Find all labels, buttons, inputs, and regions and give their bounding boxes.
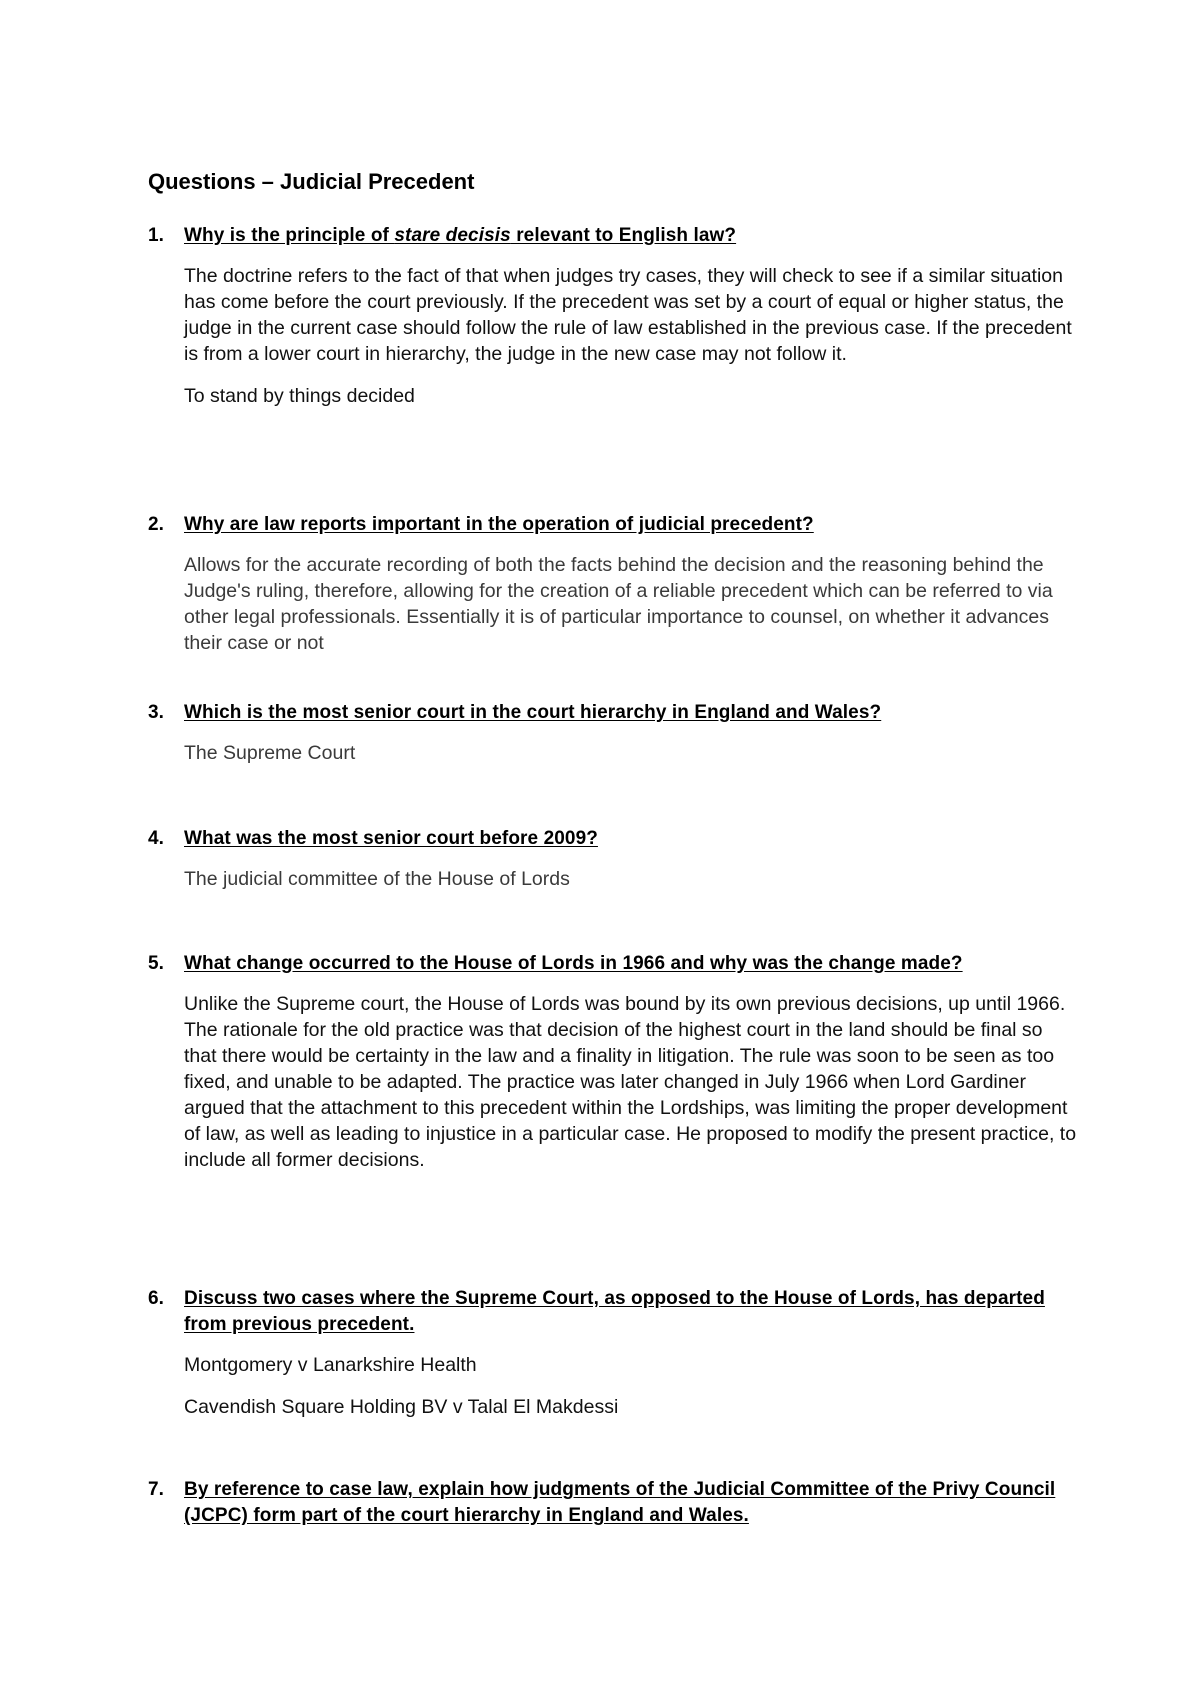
answer-paragraph: Cavendish Square Holding BV v Talal El Makdessi: [184, 1396, 619, 1418]
question-heading: [148, 951, 1078, 977]
question-number: 2.: [148, 514, 165, 535]
answer-block: [148, 552, 1078, 656]
question-5: [148, 951, 1078, 1173]
answer-paragraph: The judicial committee of the House of Lords: [184, 868, 570, 890]
page-title: Questions – Judicial Precedent: [148, 169, 475, 194]
question-text: What was the most senior court before 2009?: [184, 828, 598, 849]
question-text: By reference to case law, explain how judgments of the Judicial Committee of the Privy Council (JCPC) form part of the court hierarchy in England and Wales.: [184, 1479, 1056, 1526]
question-text: Why are law reports important in the operation of judicial precedent?: [184, 514, 814, 535]
answer-block: [148, 991, 1078, 1173]
question-number: 1.: [148, 225, 165, 246]
question-heading: [148, 826, 1078, 852]
answer-paragraph: The doctrine refers to the fact of that when judges try cases, they will check to see if a similar situation has come before the court previously. If the precedent was set by a court of equal or higher status, the judge in the current case should follow the rule of law established in the previous case. If the precedent is from a lower court in hierarchy, the judge in the new case may not follow it.: [184, 265, 1072, 365]
answer-block: [148, 866, 1078, 892]
question-heading: [148, 512, 1078, 538]
question-2: [148, 512, 1078, 656]
question-text: Discuss two cases where the Supreme Court, as opposed to the House of Lords, has departed from previous precedent.: [184, 1288, 1045, 1335]
question-number: 6.: [148, 1288, 165, 1309]
question-1: [148, 223, 1078, 409]
question-text: [184, 225, 736, 246]
question-number: 4.: [148, 828, 165, 849]
question-4: [148, 826, 1078, 892]
question-number: 3.: [148, 702, 165, 723]
question-text-part: relevant to English law?: [510, 225, 737, 246]
question-number: 5.: [148, 953, 165, 974]
question-text: Which is the most senior court in the court hierarchy in England and Wales?: [184, 702, 882, 723]
question-number: 7.: [148, 1479, 165, 1500]
answer-paragraph: Montgomery v Lanarkshire Health: [184, 1354, 477, 1376]
answer-paragraph: To stand by things decided: [184, 385, 415, 407]
question-emphasis: stare decisis: [394, 225, 511, 246]
question-heading: [148, 223, 1078, 249]
question-heading: [148, 1477, 1078, 1529]
question-text: What change occurred to the House of Lords in 1966 and why was the change made?: [184, 953, 963, 974]
question-heading: [148, 1286, 1078, 1338]
answer-block: [148, 263, 1078, 409]
answer-paragraph: The Supreme Court: [184, 742, 356, 764]
answer-block: [148, 1352, 1078, 1420]
question-6: [148, 1286, 1078, 1420]
question-3: [148, 700, 1078, 766]
question-7: [148, 1477, 1078, 1529]
answer-paragraph: Unlike the Supreme court, the House of Lords was bound by its own previous decisions, up until 1966. The rationale for the old practice was that decision of the highest court in the land should be final so that there would be certainty in the law and a finality in litigation. The rule was soon to be seen as too fixed, and unable to be adapted. The practice was later changed in July 1966 when Lord Gardiner argued that the attachment to this precedent within the Lordships, was limiting the proper development of law, as well as leading to injustice in a particular case. He proposed to modify the present practice, to include all former decisions.: [184, 993, 1077, 1171]
question-heading: [148, 700, 1078, 726]
answer-paragraph: Allows for the accurate recording of both the facts behind the decision and the reasoning behind the Judge's ruling, therefore, allowing for the creation of a reliable precedent which can be referred to via other legal professionals. Essentially it is of particular importance to counsel, on whether it advances their case or not: [184, 554, 1053, 654]
question-text-part: Why is the principle of: [184, 225, 395, 246]
answer-block: [148, 740, 1078, 766]
